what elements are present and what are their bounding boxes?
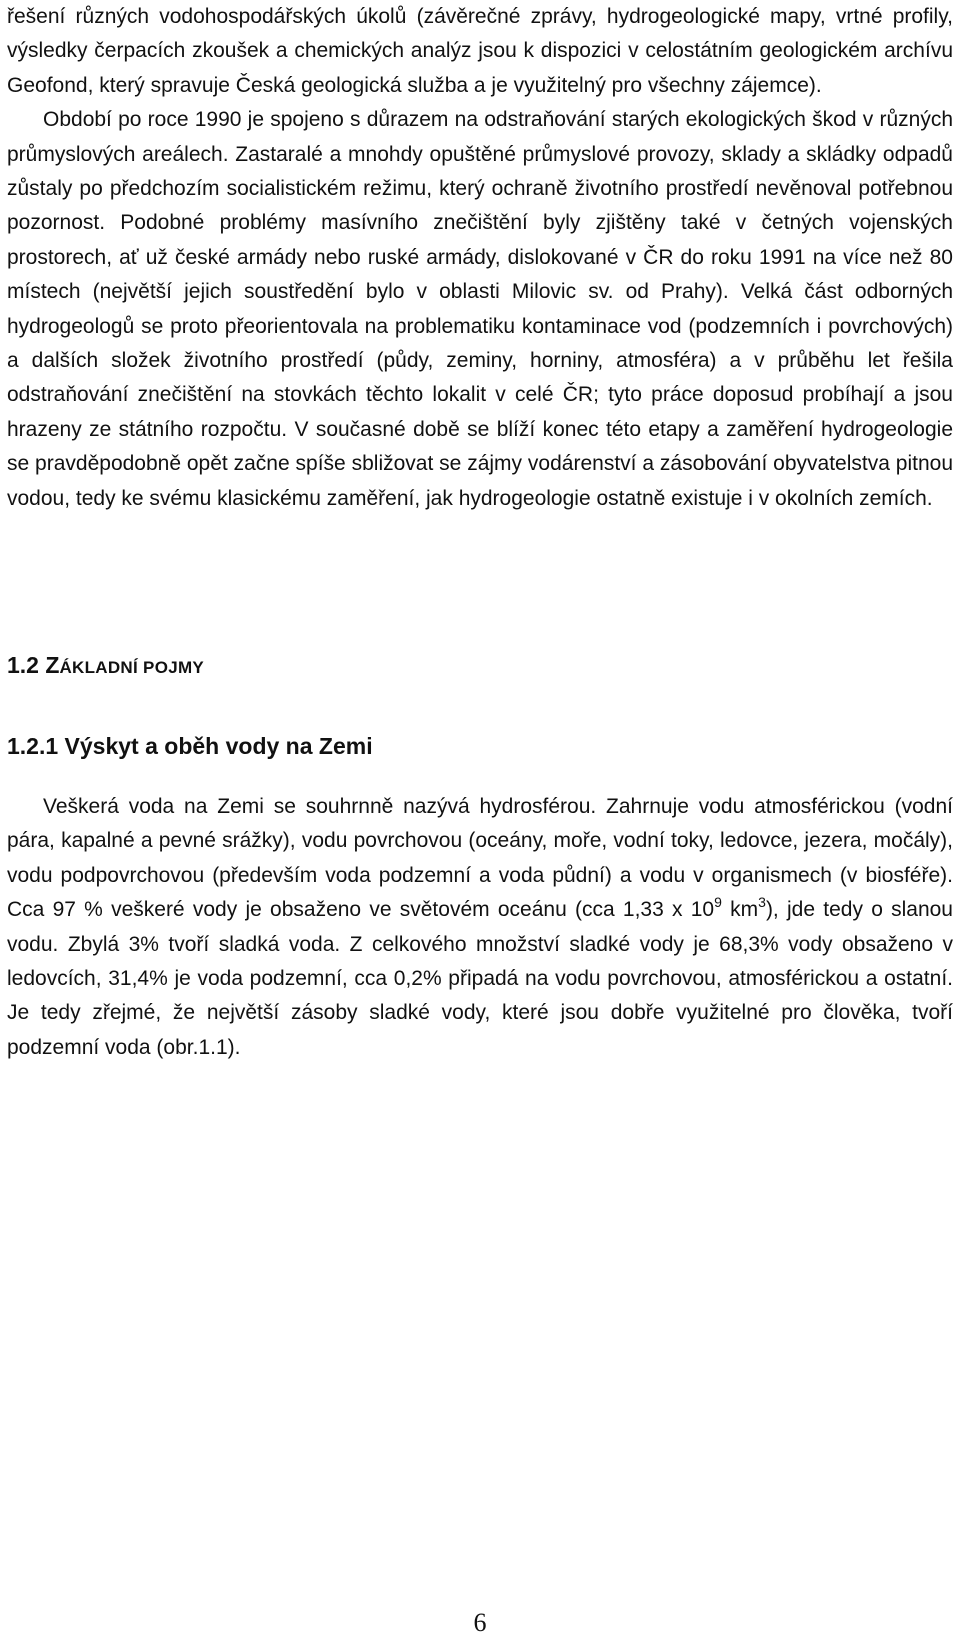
paragraph-lead: řešení různých vodohospodářských úkolů (závěrečné zprávy, hydrogeologické mapy, vrtné profily, výsledky čerpacích zkoušek a chemických analýz jsou k dispozici v celostátním geologickém archívu Geofond, který spravuje Česká geologická služba a je využitelný pro všechny zájemce). [7,5,953,97]
hydrosphere-text-a: Veškerá voda na Zemi se souhrnně nazývá hydrosférou. Zahrnuje vodu atmosférickou (vodní pára, kapalné a pevné srážky), vodu povrchovou (oceány, moře, vodní toky, ledovce, jezera, močály), vodu podpovrchovou (především voda podzemní a voda půdní) a vodu v organismech (v biosféře). Cca 97 % veškeré vody je obsaženo ve světovém oceánu (cca 1,33 x 10 [7,795,953,922]
section-heading [7,652,204,679]
hydrosphere-text-b: km [721,898,759,922]
section-title-rest: ÁKLADNÍ POJMY [59,658,205,677]
exponent-3: 3 [758,894,766,911]
exponent-9: 9 [714,894,722,911]
paragraph-post-1990: Období po roce 1990 je spojeno s důrazem na odstraňování starých ekologických škod v různých průmyslových areálech. Zastaralé a mnohdy opuštěné průmyslové provozy, sklady a skládky odpadů zůstaly po předchozím socialistickém režimu, který ochraně životního prostředí nevěnoval potřebnou pozornost. Podobné problémy masívního znečištění byly zjištěny také v četných vojenských prostorech, ať už české armády nebo ruské armády, dislokované v ČR do roku 1991 na více než 80 místech (největší jejich soustředění bylo v oblasti Milovic sv. od Prahy). Velká část odborných hydrogeologů se proto přeorientovala na problematiku kontaminace vod (podzemních i povrchových) a dalších složek životního prostředí (půdy, zeminy, horniny, atmosféra) a v průběhu let řešila odstraňování znečištění na stovkách těchto lokalit v celé ČR; tyto práce doposud probíhají a jsou hrazeny ze státního rozpočtu. V současné době se blíží konec této etapy a zaměření hydrogeologie se pravděpodobně opět začne spíše sbližovat se zájmy vodárenství a zásobování obyvatelstva pitnou vodou, tedy ke svému klasickému zaměření, jak hydrogeologie ostatně existuje i v okolních zemích. [7,108,953,510]
hydrosphere-text-c: ), jde tedy o slanou vodu. Zbylá 3% tvoří sladká voda. Z celkového množství sladké vody je 68,3% vody obsaženo v ledovcích, 31,4% je voda podzemní, cca 0,2% připadá na vodu povrchovou, atmosférickou a ostatní. Je tedy zřejmé, že největší zásoby sladké vody, které jsou dobře využitelné pro člověka, tvoří podzemní voda (obr.1.1). [7,898,953,1059]
paragraph-hydrosphere [7,790,953,1065]
section-title-first-letter: Z [45,652,60,678]
paragraph-history [7,0,953,516]
page-number: 6 [473,1608,487,1637]
subsection-heading: 1.2.1 Výskyt a oběh vody na Zemi [7,733,373,759]
section-number: 1.2 [7,652,39,678]
